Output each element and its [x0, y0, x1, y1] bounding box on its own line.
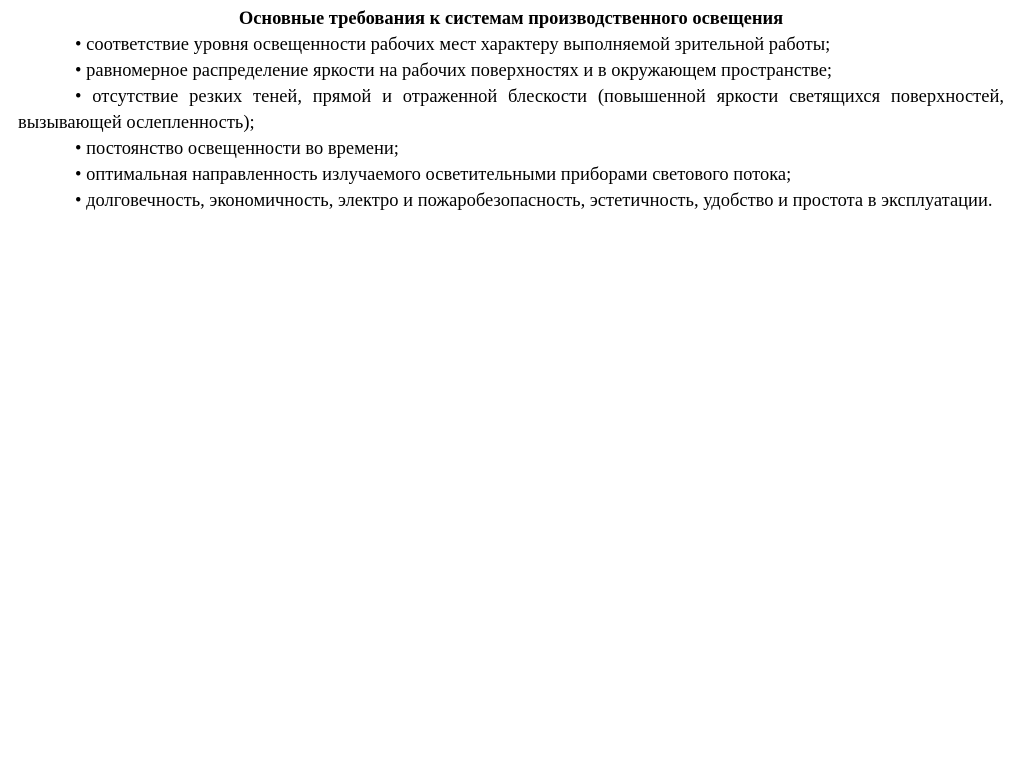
list-item-text: постоянство освещенности во времени;	[86, 139, 399, 159]
bullet-icon: •	[75, 35, 82, 55]
list-item	[18, 188, 1004, 214]
bullet-icon: •	[75, 191, 82, 211]
list-item-text: оптимальная направленность излучаемого осветительными приборами светового потока;	[86, 165, 792, 185]
list-item-text: отсутствие резких теней, прямой и отраженной блескости (повышенной яркости светящихся поверхностей, вызывающей ослепленность);	[18, 87, 1005, 133]
slide-content	[18, 6, 1004, 214]
list-item-text: долговечность, экономичность, электро и пожаробезопасность, эстетичность, удобство и простота в эксплуатации.	[86, 191, 993, 211]
list-item	[18, 136, 1004, 162]
bullet-icon: •	[75, 165, 82, 185]
list-item	[18, 58, 1004, 84]
list-item	[18, 84, 1004, 136]
list-item-text: равномерное распределение яркости на рабочих поверхностях и в окружающем пространстве;	[86, 61, 833, 81]
requirements-list	[18, 32, 1004, 214]
list-item	[18, 32, 1004, 58]
page-title: Основные требования к системам производственного освещения	[238, 9, 784, 29]
list-item	[18, 162, 1004, 188]
bullet-icon: •	[75, 87, 82, 107]
bullet-icon: •	[75, 61, 82, 81]
bullet-icon: •	[75, 139, 82, 159]
list-item-text: соответствие уровня освещенности рабочих мест характеру выполняемой зрительной работы;	[86, 35, 831, 55]
